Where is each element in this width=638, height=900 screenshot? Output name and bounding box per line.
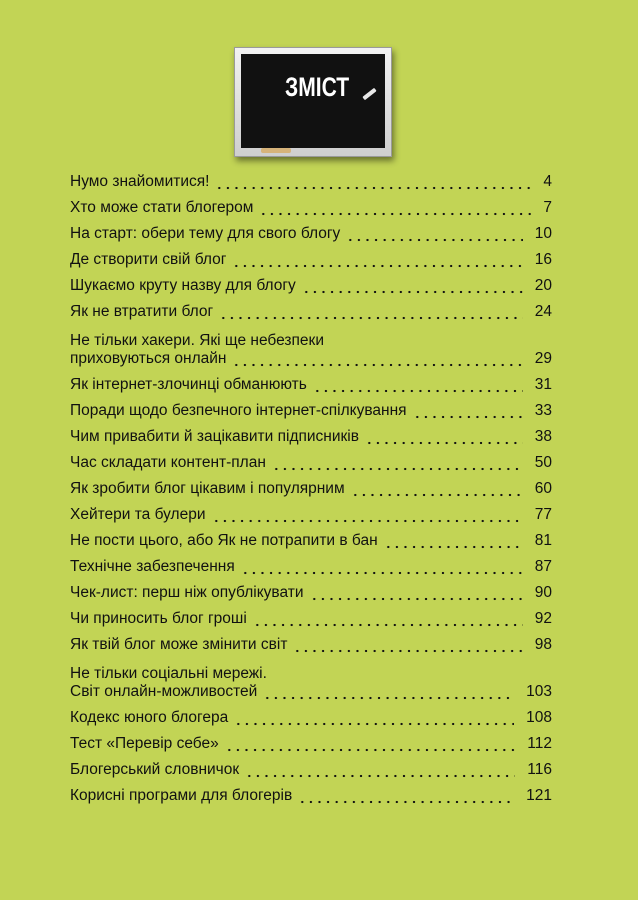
toc-entry[interactable] (70, 223, 552, 249)
dot-leader (298, 787, 514, 807)
toc-entry-title: Де створити свій блог (70, 251, 227, 268)
toc-entry[interactable] (70, 582, 552, 608)
dot-leader (263, 683, 514, 703)
toc-entry[interactable] (70, 530, 552, 556)
toc-entry-page: 116 (527, 761, 552, 778)
toc-entry[interactable] (70, 504, 552, 530)
table-of-contents (70, 171, 552, 811)
chalk-piece-icon (261, 148, 291, 153)
toc-entry-page: 29 (534, 350, 552, 367)
dot-leader (293, 636, 523, 656)
page-title: ЗМІСТ (285, 72, 350, 102)
toc-entry-page: 90 (534, 584, 552, 601)
toc-entry[interactable] (70, 171, 552, 197)
dot-leader (351, 480, 523, 500)
toc-entry-page: 121 (526, 787, 552, 804)
toc-entry-title: Чек-лист: перш ніж опублікувати (70, 584, 304, 601)
dot-leader (365, 428, 523, 448)
toc-entry-page: 7 (543, 199, 552, 216)
toc-entry-page: 87 (534, 558, 552, 575)
dot-leader (310, 584, 523, 604)
toc-entry-page: 33 (534, 402, 552, 419)
toc-entry-page: 24 (534, 303, 552, 320)
toc-entry-page: 31 (534, 376, 552, 393)
toc-entry[interactable] (70, 733, 552, 759)
toc-entry[interactable] (70, 785, 552, 811)
toc-entry-title: Хто може стати блогером (70, 199, 254, 216)
toc-entry-title-line1: Не тільки хакери. Які ще небезпеки (70, 332, 324, 349)
toc-entry-title: Як твій блог може змінити світ (70, 636, 288, 653)
toc-entry[interactable] (70, 197, 552, 223)
toc-entry-page: 103 (526, 683, 552, 700)
chalk-icon (362, 88, 376, 100)
toc-entry[interactable] (70, 660, 552, 707)
dot-leader (272, 454, 523, 474)
toc-entry-title: Як не втратити блог (70, 303, 214, 320)
toc-entry[interactable] (70, 327, 552, 374)
toc-entry-title: Як інтернет-злочинці обманюють (70, 376, 307, 393)
toc-entry-page: 50 (534, 454, 552, 471)
chalkboard-surface (241, 54, 385, 148)
toc-entry-title: Не пости цього, або Як не потрапити в бан (70, 532, 378, 549)
dot-leader (302, 277, 523, 297)
dot-leader (225, 735, 515, 755)
chalkboard (234, 47, 392, 157)
toc-entry-title: Нумо знайомитися! (70, 173, 210, 190)
dot-leader (234, 709, 514, 729)
toc-entry-title: приховуються онлайн (70, 350, 227, 367)
dot-leader (346, 225, 523, 245)
dot-leader (219, 303, 523, 323)
toc-entry-page: 60 (534, 480, 552, 497)
toc-entry[interactable] (70, 478, 552, 504)
toc-entry-title: Хейтери та булери (70, 506, 206, 523)
toc-entry[interactable] (70, 707, 552, 733)
dot-leader (241, 558, 523, 578)
toc-entry-title-line1: Не тільки соціальні мережі. (70, 665, 267, 682)
dot-leader (232, 251, 523, 271)
dot-leader (215, 173, 531, 193)
toc-entry[interactable] (70, 275, 552, 301)
toc-entry-title: Чи приносить блог гроші (70, 610, 247, 627)
dot-leader (259, 199, 531, 219)
toc-entry-title: Технічне забезпечення (70, 558, 235, 575)
toc-entry-page: 20 (534, 277, 552, 294)
toc-entry-title: Світ онлайн-можливостей (70, 683, 258, 700)
toc-entry[interactable] (70, 608, 552, 634)
toc-entry-title: Корисні програми для блогерів (70, 787, 293, 804)
toc-entry[interactable] (70, 426, 552, 452)
toc-entry-page: 108 (526, 709, 552, 726)
dot-leader (232, 350, 523, 370)
toc-entry-page: 112 (527, 735, 552, 752)
toc-entry[interactable] (70, 400, 552, 426)
toc-entry-title: Поради щодо безпечного інтернет-спілкування (70, 402, 407, 419)
toc-entry-title: На старт: обери тему для свого блогу (70, 225, 341, 242)
toc-entry-title: Тест «Перевір себе» (70, 735, 219, 752)
toc-entry[interactable] (70, 634, 552, 660)
toc-entry-page: 10 (534, 225, 552, 242)
toc-entry-title: Як зробити блог цікавим і популярним (70, 480, 345, 497)
toc-entry-page: 81 (534, 532, 552, 549)
toc-entry[interactable] (70, 556, 552, 582)
dot-leader (253, 610, 523, 630)
toc-entry-title: Блогерський словничок (70, 761, 240, 778)
dot-leader (384, 532, 523, 552)
toc-entry[interactable] (70, 249, 552, 275)
dot-leader (212, 506, 523, 526)
dot-leader (245, 761, 515, 781)
toc-entry-page: 92 (534, 610, 552, 627)
toc-entry[interactable] (70, 452, 552, 478)
toc-entry[interactable] (70, 759, 552, 785)
toc-entry[interactable] (70, 374, 552, 400)
toc-entry-page: 77 (534, 506, 552, 523)
toc-entry-title: Час складати контент-план (70, 454, 266, 471)
dot-leader (413, 402, 523, 422)
toc-entry-title: Шукаємо круту назву для блогу (70, 277, 296, 294)
toc-entry-page: 16 (534, 251, 552, 268)
toc-entry-title: Кодекс юного блогера (70, 709, 229, 726)
toc-entry-page: 38 (534, 428, 552, 445)
dot-leader (313, 376, 523, 396)
toc-entry[interactable] (70, 301, 552, 327)
toc-entry-title: Чим привабити й зацікавити підписників (70, 428, 359, 445)
toc-entry-page: 98 (534, 636, 552, 653)
toc-entry-page: 4 (543, 173, 552, 190)
